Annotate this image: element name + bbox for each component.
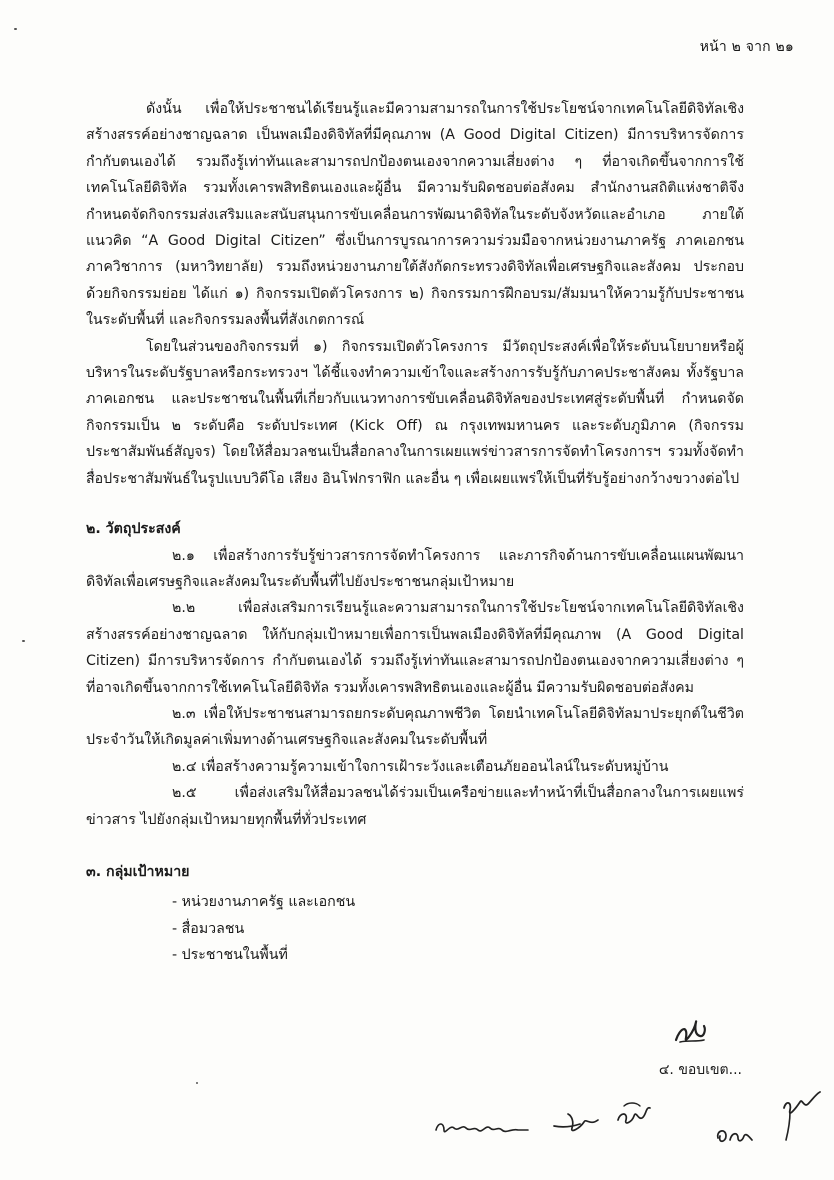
- signature-5: [776, 1088, 824, 1144]
- activity-paragraph: โดยในส่วนของกิจกรรมที่ ๑) กิจกรรมเปิดตัวโครงการ มีวัตถุประสงค์เพื่อให้ระดับนโยบายหรือผู้บริหารในระดับรัฐบาลหรือกระทรวงฯ ได้ชี้แจงทำความเข้าใจและสร้างการรับรู้กับภาคประชาสังคม ทั้งรัฐบาล ภาคเอกชน และประชาชนในพื้นที่เกี่ยวกับแนวทางการขับเคลื่อนดิจิทัลของประเทศสู่ระดับพื้นที่ กำหนดจัดกิจกรรมเป็น ๒ ระดับคือ ระดับประเทศ (Kick Off) ณ กรุงเทพมหานคร และระดับภูมิภาค (กิจกรรมประชาสัมพันธ์สัญจร) โดยให้สื่อมวลชนเป็นสื่อกลางในการเผยแพร่ข่าวสารการจัดทำโครงการฯ รวมทั้งจัดทำสื่อประชาสัมพันธ์ในรูปแบบวิดีโอ เสียง อินโฟกราฟิก และอื่น ๆ เพื่อเผยแพร่ให้เป็นที่รับรู้อย่างกว้างขวางต่อไป: [86, 338, 744, 487]
- objective-item: ๒.๒ เพื่อส่งเสริมการเรียนรู้และความสามารถในการใช้ประโยชน์จากเทคโนโลยีดิจิทัลเชิงสร้างสรรค์อย่างชาญฉลาด ให้กับกลุ่มเป้าหมายเพื่อการเป็นพลเมืองดิจิทัลที่มีคุณภาพ (A Good Digital Citizen) มีการบริหารจัดการ กำกับตนเองได้ รวมถึงรู้เท่าทันและสามารถปกป้องตนเองจากความเสี่ยงต่าง ๆ ที่อาจเกิดขึ้นจากการใช้เทคโนโลยีดิจิทัล รวมทั้งเคารพสิทธิตนเองและผู้อื่น มีความรับผิดชอบต่อสังคม: [86, 600, 744, 696]
- objectives-heading: ๒. วัตถุประสงค์: [86, 521, 181, 538]
- scan-speck: [196, 1082, 198, 1084]
- objective-item: ๒.๑ เพื่อสร้างการรับรู้ข่าวสารการจัดทำโครงการ และภารกิจด้านการขับเคลื่อนแผนพัฒนาดิจิทัลเพื่อเศรษฐกิจและสังคมในระดับพื้นที่ไปยังประชาชนกลุ่มเป้าหมาย: [86, 547, 744, 590]
- signature-3: [612, 1098, 656, 1132]
- target-item: - ประชาชนในพื้นที่: [172, 942, 744, 968]
- page-number: หน้า ๒ จาก ๒๑: [699, 39, 794, 55]
- targets-heading: ๓. กลุ่มเป้าหมาย: [86, 863, 190, 880]
- scan-speck: [14, 28, 17, 30]
- scan-speck: [22, 640, 25, 642]
- signature-4: [712, 1122, 756, 1148]
- continuation-text: ๔. ขอบเขต...: [658, 1062, 742, 1078]
- signature-1: [432, 1112, 532, 1142]
- document-body: [86, 96, 744, 969]
- objective-item: ๒.๕ เพื่อส่งเสริมให้สื่อมวลชนได้ร่วมเป็นเครือข่ายและทำหน้าที่เป็นสื่อกลางในการเผยแพร่ข่าวสาร ไปยังกลุ่มเป้าหมายทุกพื้นที่ทั่วประเทศ: [86, 785, 744, 828]
- signature-2: [550, 1106, 604, 1136]
- target-item: - หน่วยงานภาครัฐ และเอกชน: [172, 889, 744, 915]
- target-item: - สื่อมวลชน: [172, 916, 744, 942]
- intro-paragraph: ดังนั้น เพื่อให้ประชาชนได้เรียนรู้และมีความสามารถในการใช้ประโยชน์จากเทคโนโลยีดิจิทัลเชิงสร้างสรรค์อย่างชาญฉลาด เป็นพลเมืองดิจิทัลที่มีคุณภาพ (A Good Digital Citizen) มีการบริหารจัดการกำกับตนเองได้ รวมถึงรู้เท่าทันและสามารถปกป้องตนเองจากความเสี่ยงต่าง ๆ ที่อาจเกิดขึ้นจากการใช้เทคโนโลยีดิจิทัล รวมทั้งเคารพสิทธิตนเองและผู้อื่น มีความรับผิดชอบต่อสังคม สำนักงานสถิติแห่งชาติจึงกำหนดจัดกิจกรรมส่งเสริมและสนับสนุนการขับเคลื่อนการพัฒนาดิจิทัลในระดับจังหวัดและอำเภอ ภายใต้แนวคิด “A Good Digital Citizen” ซึ่งเป็นการบูรณาการความร่วมมือจากหน่วยงานภาครัฐ ภาคเอกชน ภาควิชาการ (มหาวิทยาลัย) รวมถึงหน่วยงานภายใต้สังกัดกระทรวงดิจิทัลเพื่อเศรษฐกิจและสังคม ประกอบด้วยกิจกรรมย่อย ได้แก่ ๑) กิจกรรมเปิดตัวโครงการ ๒) กิจกรรมการฝึกอบรม/สัมมนาให้ความรู้กับประชาชนในระดับพื้นที่ และกิจกรรมลงพื้นที่สังเกตการณ์: [86, 101, 744, 329]
- handwritten-initial: [670, 1014, 710, 1048]
- objective-item: ๒.๔ เพื่อสร้างความรู้ความเข้าใจการเฝ้าระวังและเตือนภัยออนไลน์ในระดับหมู่บ้าน: [172, 758, 669, 775]
- target-list: [172, 889, 744, 968]
- objective-item: ๒.๓ เพื่อให้ประชาชนสามารถยกระดับคุณภาพชีวิต โดยนำเทคโนโลยีดิจิทัลมาประยุกต์ในชีวิตประจำวันให้เกิดมูลค่าเพิ่มทางด้านเศรษฐกิจและสังคมในระดับพื้นที่: [86, 705, 744, 749]
